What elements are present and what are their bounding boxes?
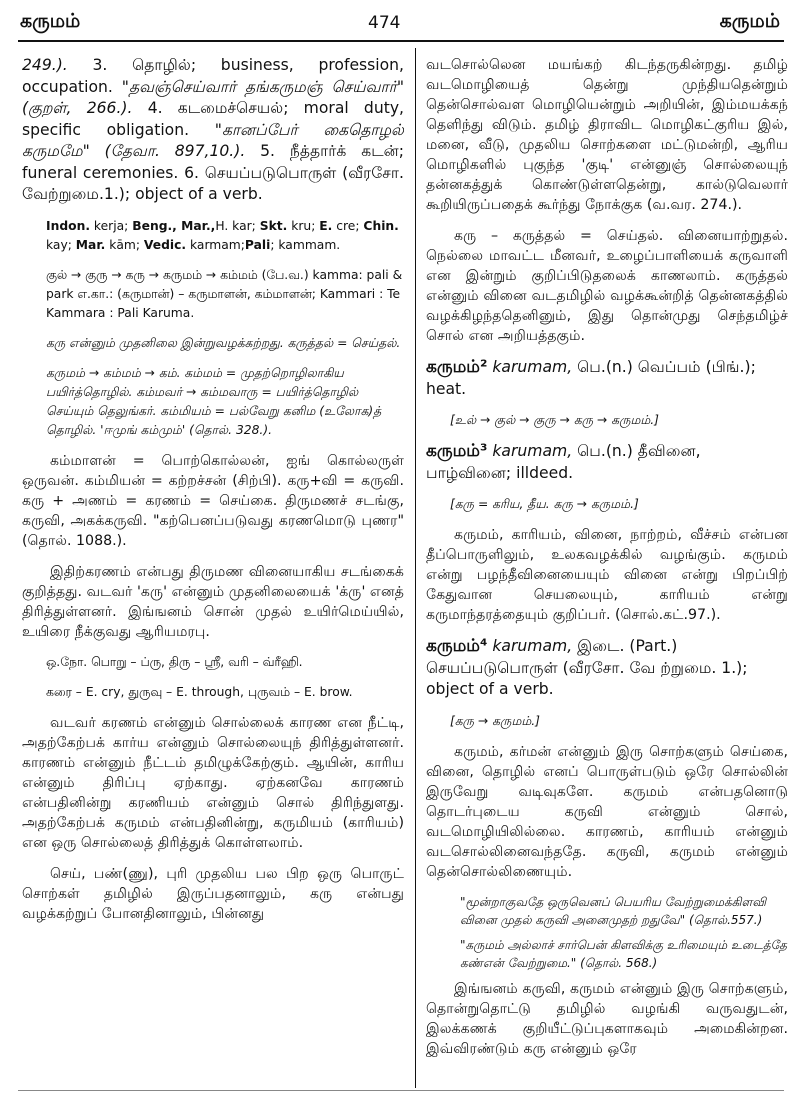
etymology: [கரு → கருமம்.] bbox=[450, 713, 540, 728]
column-divider bbox=[415, 48, 416, 1088]
cognate-form: H. kar; bbox=[215, 218, 260, 233]
citation: 249.). bbox=[22, 56, 68, 74]
etymology: [உல் → குல் → குரு → கரு → கருமம்.] bbox=[450, 413, 659, 427]
cognate-form: karmam; bbox=[186, 237, 245, 252]
paragraph: கருமம், காரியம், வினை, நாற்றம், வீச்சம் என்பன தீப்பொருளிலும், உலகவழக்கில் வழங்கும். கருமம் என்று பழந்தீவினையையும் வினை என்று பிறப்பிற் கேதுவான செயலையும், காரியம் என்று கருமாந்தரத்தையும் குறிப்பர். (சொல்.கட்.97.). bbox=[426, 527, 788, 623]
cognate-form: ; kammam. bbox=[270, 237, 341, 252]
cognate-form: kru; bbox=[287, 218, 320, 233]
page-number: 474 bbox=[368, 13, 401, 33]
paragraph: செய், பண்(ணு), புரி முதலிய பல பிற ஒரு பொருட் சொற்கள் தமிழில் இருப்பதனாலும், கரு என்பது வழக்கற்றுப் போனதினாலும், பின்னது bbox=[22, 865, 404, 922]
definition: பெ.(n.) தீவினை, பாழ்வினை; illdeed. bbox=[426, 442, 701, 482]
paragraph: இதிற்கரணம் என்பது திருமண வினையாகிய சடங்கைக் குறித்தது. வடவர் 'கரு' என்னும் முதனிலையைக் 'க்ரு' எனத் திரித்துள்ளனர். இங்ஙனம் சொன் முதல் உயிர்மெய்யில், உயிரை நீக்குவது ஆரியமரபு. bbox=[22, 563, 404, 640]
root-note: கரு என்னும் முதனிலை இன்றுவழக்கற்றது. கருத்தல் = செய்தல். bbox=[46, 335, 401, 350]
right-column bbox=[426, 55, 788, 1095]
headword: கருமம்⁴ bbox=[426, 636, 488, 656]
footer-rule bbox=[18, 1090, 784, 1091]
headword: கருமம்³ bbox=[426, 441, 488, 461]
paragraph: இங்ஙனம் கருவி, கருமம் என்னும் இரு சொற்களும், தொன்றுதொட்டு தமிழில் வழங்கி வருவதுடன், இலக்கணக் குறியீட்டுப்புகளாகவும் அமைகின்றன. இவ்விரண்டும் கரு என்னும் ஒரே bbox=[426, 980, 788, 1057]
lang-abbr: Vedic. bbox=[143, 237, 187, 252]
comparison-note: ஒ.நோ. பொறு – ப்ரு, திரு – ஸ்ரீ, வரி – வ்ரீஹி. bbox=[46, 654, 303, 669]
cognate-form: kerja; bbox=[90, 218, 133, 233]
quotation: "கருமம் அல்லாச் சார்பென் கிளவிக்கு உரிமையும் உடைத்தே கண்என் வேற்றுமை." (தொல். 568.) bbox=[460, 937, 787, 970]
lang-abbr: Mar. bbox=[75, 237, 106, 252]
entry-karumam-3 bbox=[426, 441, 788, 484]
lang-abbr: Beng., Mar., bbox=[132, 218, 216, 233]
cognates bbox=[22, 217, 404, 255]
derivation-note-2: கருமம் → கம்மம் → கம். கம்மம் = முதற்றொழிலாகிய பயிர்த்தொழில். கம்மவர் → கம்மவாரு = பயிர்த்தொழில் செய்யும் தெலுங்கர். கம்மியம் = பல்வேறு கனிம (உலோக)த் தொழில். 'ஈமுங் கம்மும்' (தொல். 328.). bbox=[46, 365, 382, 437]
definition: பெ.(n.) வெப்பம் (பிங்.); heat. bbox=[426, 358, 756, 398]
entry-karumam-2 bbox=[426, 357, 788, 400]
lang-abbr: Chin. bbox=[363, 218, 399, 233]
headword: கருமம்² bbox=[426, 357, 488, 377]
transliteration: karumam, bbox=[487, 442, 573, 460]
definition: இடை. (Part.) செயப்படுபொருள் (வீரசோ. வே ற்றுமை. 1.); object of a verb. bbox=[426, 637, 748, 698]
citation: "தவஞ்செய்வார் தங்கருமஞ் செய்வார்" (குறள், 266.). bbox=[22, 77, 404, 117]
paragraph: கரு – கருத்தல் = செய்தல். வினையாற்றுதல். நெல்லை மாவட்ட மீனவர், உழைப்பாளியைக் கருவாளி என இன்றும் குறிப்பிடுதலைக் காணலாம். கருத்தல் என்னும் வினை வடதமிழில் வழக்கூன்றித் தென்னகத்தில் வழக்கிழந்ததெனினும், இது தொன்முது செந்தமிழ்ச் சொல் என அறியத்தகும். bbox=[426, 228, 788, 344]
lang-abbr: Skt. bbox=[259, 218, 288, 233]
entry1-senses bbox=[22, 55, 404, 206]
cognate-form: kām; bbox=[105, 237, 144, 252]
paragraph: கருமம், கர்மன் என்னும் இரு சொற்களும் செய்கை, வினை, தொழில் எனப் பொருள்படும் ஒரே சொல்லின் இருவேறு வடிவுகளே. கருமம் என்பதனொடு தொடர்புடைய கருவி என்னும் சொல், வடமொழியிலில்லை. காரணம், காரியம் என்னும் வடசொல்லினைவந்ததே. கருவி, கருமம் என்னும் தென்சொல்லிணையும். bbox=[426, 743, 788, 880]
paragraph: வடவர் கரணம் என்னும் சொல்லைக் காரண என நீட்டி, அதற்கேற்பக் கார்ய என்னும் சொல்லையுந் திரித்துள்ளனர். காரணம் என்னும் நீட்டம் தமிழுக்கேற்கும். ஆயின், காரிய என்னும் திரிப்பு ஏற்காது. ஏற்கனவே காரணம் என்பதினின்று கரணியம் என்னும் சொல் திரிந்துளது. அதற்கேற்பக் கருமம் என்பதினின்று, கருமியம் (காரியம்) என ஒரு சொல்லைத் திரித்துக் கொள்ளலாம். bbox=[22, 714, 404, 851]
lang-abbr: Indon. bbox=[46, 218, 91, 233]
lang-abbr: Pali bbox=[244, 237, 271, 252]
page-header bbox=[0, 0, 800, 50]
cognate-form: cre; bbox=[332, 218, 364, 233]
transliteration: karumam, bbox=[487, 637, 573, 655]
comparison-note: கரை – E. cry, துருவு – E. through, புருவம் – E. brow. bbox=[46, 684, 353, 699]
cognate-form: kay; bbox=[46, 237, 76, 252]
sense-text: 4. கடமைச்செயல்; moral duty, specific obligation. bbox=[22, 99, 404, 139]
lang-abbr: E. bbox=[319, 218, 333, 233]
quotation: "மூன்றாகுவதே ஒருவெனப் பெயரிய வேற்றுமைக்கிளவி வினை முதல் கருவி அனைமுதற் றதுவே" (தொல்.557.) bbox=[460, 894, 766, 927]
derivation-note-1: குல் → குரு → கரு → கருமம் → கம்மம் (பே.வ.) kamma: pali & park எ.கா.: (கருமான்) – கருமாளன், கம்மாளன்; Kammari : Te Kammara : Pali Karuma. bbox=[46, 267, 403, 320]
header-rule bbox=[18, 40, 784, 42]
transliteration: karumam, bbox=[487, 358, 573, 376]
header-guide-word-right: கருமம் bbox=[719, 10, 780, 32]
sense-text: 3. தொழில்; business, profession, occupation. bbox=[22, 56, 404, 96]
etymology: [கரு = கரிய, தீய. கரு → கருமம்.] bbox=[450, 497, 639, 511]
header-guide-word-left: கருமம் bbox=[20, 10, 81, 32]
sense-text: 5. நீத்தார்க் கடன்; funeral ceremonies. 6. செயப்படுபொருள் (வீரசோ. வேற்றுமை.1.); object of a verb. bbox=[22, 142, 404, 203]
paragraph: கம்மாளன் = பொற்கொல்லன், ஐங் கொல்லருள் ஒருவன். கம்மியன் = கற்றச்சன் (சிற்பி). கரு+வி = கருவி. கரு + அணம் = கரணம் = செய்கை. திருமணச் சடங்கு, கருவி, அகக்கருவி. "கற்பெனப்படுவது கரணமொடு புணர" (தொல். 1088.). bbox=[22, 452, 404, 549]
citation: "கானப்பேர் கைதொழல் கருமமே" (தேவா. 897,10.). bbox=[22, 120, 404, 160]
paragraph: வடசொல்லென மயங்கற் கிடந்தருகின்றது. தமிழ் வடமொழியைத் தென்று முந்தியதென்றும் தென்சொல்வள மொழியென்றும் அறியின், இம்மயக்கந் தெளிந்து விடும். தமிழ் திராவிட மொழிகட்குரிய இல், மனை, வீடு, முதலிய சொற்களை மட்டுமன்றி, ஆரிய மொழிகளில் புகுந்த 'குடி' என்னுஞ் சொல்லையுந் தன்னகத்துக் கொண்டுள்ளதென்று, கால்டுவெலார் கூறியிருப்பதைக் கூர்ந்து நோக்குக (வ.வர. 274.). bbox=[426, 57, 788, 213]
left-column bbox=[22, 55, 404, 1095]
entry-karumam-4 bbox=[426, 636, 788, 701]
